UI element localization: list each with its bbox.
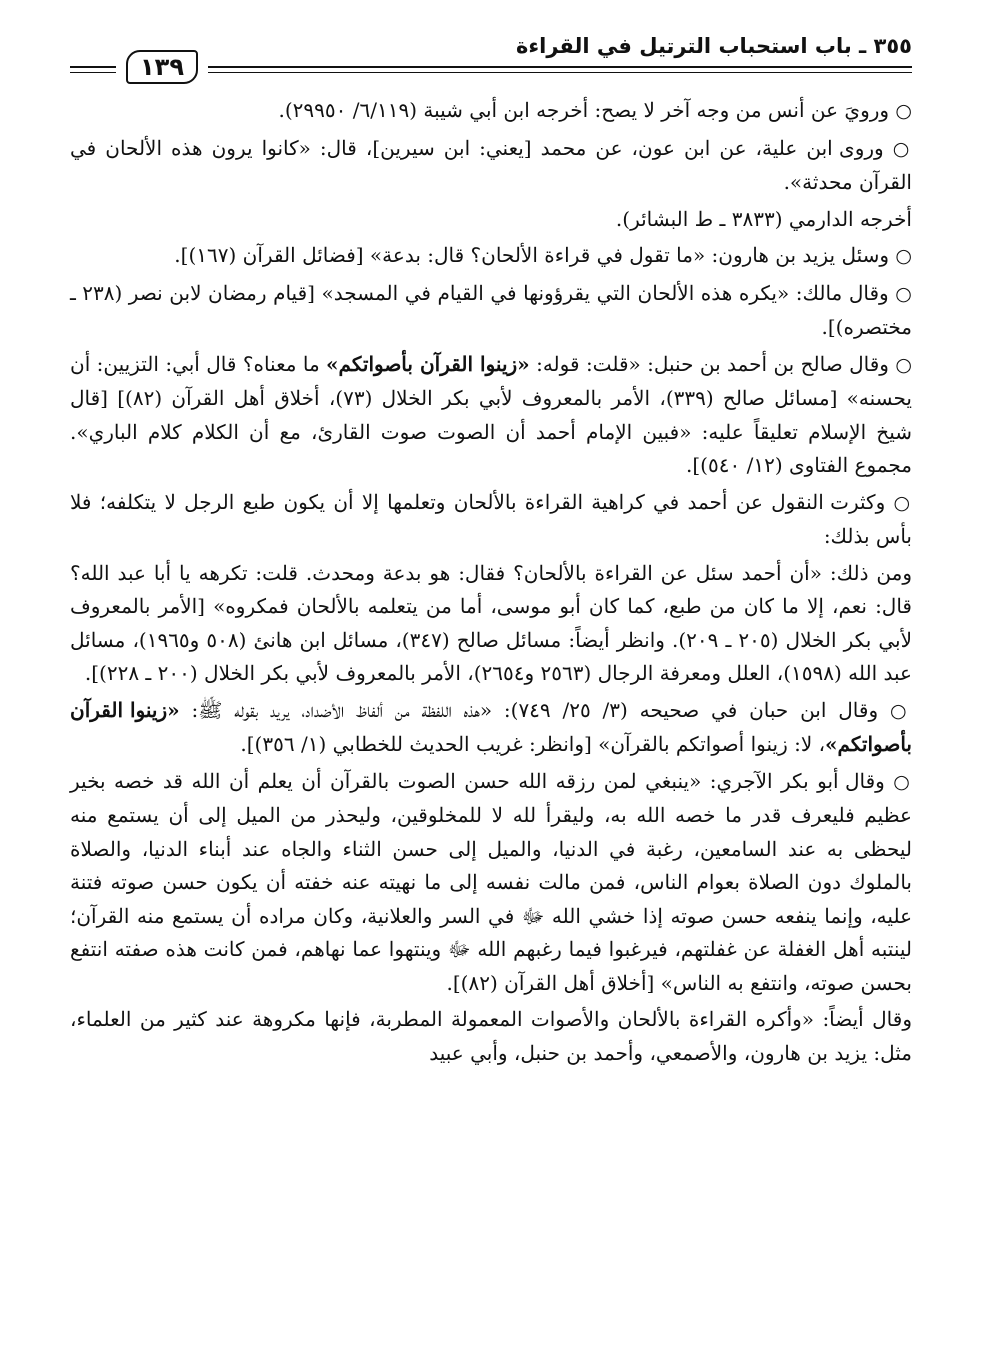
paragraph-text: وقال ابن حبان في صحيحه (٣/ ٢٥/ ٧٤٩): «هذه اللفظة من ألفاظ الأضداد، يريد بقوله ﷺ: xyxy=(179,697,879,722)
paragraph-text: ، لا: زينوا أصواتكم بالقرآن» [وانظر: غريب الحديث للخطابي (١/ ٣٥٦)]. xyxy=(240,732,826,756)
paragraph xyxy=(70,203,912,237)
page-number-ornament xyxy=(116,50,208,84)
paragraph xyxy=(70,694,912,762)
page-header xyxy=(70,28,912,88)
paragraph xyxy=(70,486,912,554)
bullet-circle-icon: ○ xyxy=(893,491,912,514)
paragraph xyxy=(70,1003,912,1070)
paragraph-text: ومن ذلك: «أن أحمد سئل عن القراءة بالألحان؟ فقال: هو بدعة ومحدث. قلت: تكرهه يا أبا عبد الله؟ قال: نعم، إلا ما كان من طبع، كما كان أبو موسى، أما من يتعلمه بالألحان فمكروه» [الأمر بالمعروف لأبي بكر الخلال (٢٠٥ ـ ٢٠٩). وانظر أيضاً: مسائل صالح (٣٤٧)، مسائل ابن هانئ (٥٠٨ و١٩٦٥)، مسائل عبد الله (١٥٩٨)، العلل ومعرفة الرجال (٢٥٦٣ و٢٦٥٤)، الأمر بالمعروف لأبي بكر الخلال (٢٠٠ ـ ٢٢٨)]. xyxy=(70,560,913,685)
page-number: ١٣٩ xyxy=(126,50,198,84)
paragraph-text: وروى ابن علية، عن ابن عون، عن محمد [يعني: ابن سيرين]، قال: «كانوا يرون هذه الألحان في القرآن محدثة». xyxy=(70,135,912,194)
page-body xyxy=(70,94,912,1070)
page xyxy=(70,28,912,1073)
paragraph-text: ما معناه؟ قال أبي: التزيين: أن يحسنه» [مسائل صالح (٣٣٩)، الأمر بالمعروف لأبي بكر الخلال (٧٣)، أخلاق أهل القرآن (٨٢)] [قال شيخ الإسلام تعليقاً عليه: «فبين الإمام أحمد أن الصوت صوت القارئ، مع أن الكلام كلام الباري». مجموع الفتاوى (١٢/ ٥٤٠)]. xyxy=(70,351,912,477)
paragraph-text: ورويَ عن أنس من وجه آخر لا يصح: أخرجه ابن أبي شيبة (٦/١١٩/ ٢٩٩٥٠). xyxy=(278,98,890,122)
chapter-title: ٣٥٥ ـ باب استحباب الترتيل في القراءة xyxy=(516,34,912,58)
paragraph-text: وسئل يزيد بن هارون: «ما تقول في قراءة الألحان؟ قال: بدعة» [فضائل القرآن (١٦٧)]. xyxy=(174,243,890,267)
hadith-quote: «زينوا القرآن بأصواتكم» xyxy=(326,351,530,376)
paragraph xyxy=(70,132,912,200)
paragraph-text: وقال مالك: «يكره هذه الألحان التي يقرؤونها في القيام في المسجد» [قيام رمضان لابن نصر (٢٣٨ ـ مختصره)]. xyxy=(70,280,912,339)
paragraph xyxy=(70,94,912,129)
paragraph xyxy=(70,765,912,1001)
paragraph-text: أخرجه الدارمي (٣٨٣٣ ـ ط البشائر). xyxy=(615,206,912,231)
bullet-circle-icon: ○ xyxy=(895,100,912,122)
bullet-circle-icon: ○ xyxy=(895,353,912,376)
bullet-circle-icon: ○ xyxy=(895,245,912,267)
paragraph xyxy=(70,277,912,345)
paragraph-text: وقال صالح بن أحمد بن حنبل: «قلت: قوله: xyxy=(529,351,889,376)
paragraph xyxy=(70,348,912,483)
bullet-circle-icon: ○ xyxy=(893,770,912,793)
bullet-circle-icon: ○ xyxy=(892,137,912,160)
paragraph-text: وكثرت النقول عن أحمد في كراهية القراءة بالألحان وتعلمها إلا أن يكون طبع الرجل لا يتكلفه؛ فلا بأس بذلك: xyxy=(70,489,912,548)
paragraph-text: وقال أبو بكر الآجري: «ينبغي لمن رزقه الله حسن الصوت بالقرآن أن يعلم أن الله قد خصه بخير عظيم فليعرف قدر ما خصه الله به، وليقرأ لله لا للمخلوقين، وليحذر من الميل إلى أن يستمع منه ليحظى به عند السامعين، رغبة في الدنيا، والميل إلى حسن الثناء والجاه عند أبناء الدنيا، والصلاة بالملوك دون الصلاة بعوام الناس، فمن مالت نفسه إلى ما نهيته عنه خفته أن يكون حسن صوته فتنة عليه، وإنما ينفعه حسن صوته إذا خشي الله ﷻ في السر والعلانية، وكان مراده أن يستمع منه القرآن؛ لينتبه أهل الغفلة عن غفلتهم، فيرغبوا فيما رغبهم الله ﷻ وينتهوا عما نهاهم، فمن كانت هذه صفته انتفع بحسن صوته، وانتفع به الناس» [أخلاق أهل القرآن (٨٢)]. xyxy=(70,768,912,995)
bullet-circle-icon: ○ xyxy=(895,282,913,305)
bullet-circle-icon: ○ xyxy=(889,699,912,722)
hadith-quote: «زينوا القرآن بأصواتكم» xyxy=(70,697,912,756)
paragraph-text: وقال أيضاً: «وأكره القراءة بالألحان والأصوات المعمولة المطربة، فإنها مكروهة عند كثير من العلماء، مثل: يزيد بن هارون، والأصمعي، وأحمد بن حنبل، وأبي عبيد xyxy=(70,1007,912,1065)
paragraph xyxy=(70,239,912,274)
paragraph xyxy=(70,557,912,691)
